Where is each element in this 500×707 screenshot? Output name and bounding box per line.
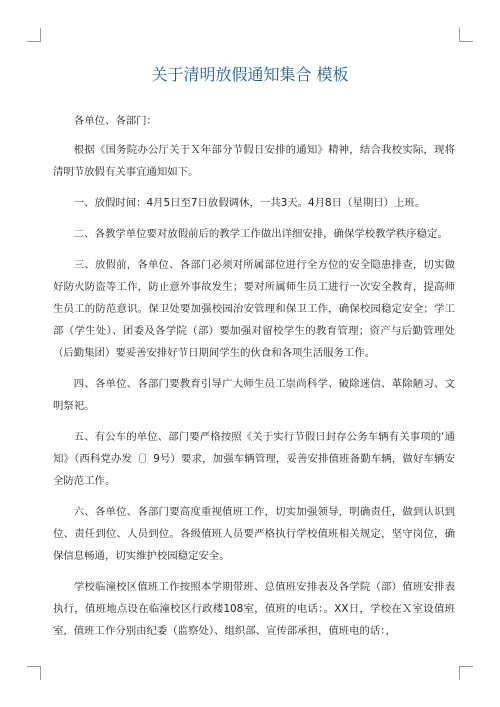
document-body [53, 110, 455, 651]
paragraph-intro: 根据《国务院办公厅关于Ｘ年部分节假日安排的通知》精神，结合我校实际，现将清明节放假有关事宜通知如下。 [53, 144, 455, 178]
paragraph-item-5: 五、有公车的单位、部门要严格按照《关于实行节假日封存公务车辆有关事项的‘通知》（西科党办发〔〕9号）要求，加强车辆管理，妥善安排值班备勤车辆，做好车辆安全防范工作。 [53, 431, 455, 487]
salutation: 各单位、各部门： [73, 115, 157, 127]
page-corner-mark-top-left [27, 28, 41, 42]
page-corner-mark-top-right [459, 28, 473, 42]
page-corner-mark-bottom-left [27, 666, 41, 680]
document-title: 关于清明放假通知集合 模板 [151, 65, 349, 84]
paragraph-item-2: 二、各教学单位要对放假前后的教学工作做出详细安排，确保学校教学秩序稳定。 [73, 228, 448, 240]
page-corner-mark-bottom-right [459, 666, 473, 680]
paragraph-duty-arrangement: 学校临潼校区值班工作按照本学期带班、总值班安排表及各学院（部）值班安排表执行，值班地点设在临潼校区行政楼108室，值班的电话：。XX日，学校在Ｘ室设值班室，值班工作分别由纪委（监察处）、组织部、宣传部承担，值班电的话：， [53, 581, 455, 637]
paragraph-item-1: 一、放假时间：4月5日至7日放假调休，一共3天。4月8日（星期日）上班。 [73, 197, 426, 209]
paragraph-item-4: 四、各单位、各部门要教育引导广大师生员工崇尚科学、破除迷信、革除陋习、文明祭祀。 [53, 378, 455, 412]
paragraph-item-3: 三、放假前，各单位、各部门必须对所属部位进行全方位的安全隐患排查，切实做好防火防盗等工作，防止意外事故发生；要对所属师生员工进行一次安全教育，提高师生员工的防范意识。保卫处要加强校园治安管理和保卫工作，确保校园稳定安全；学工部（学生处）、团委及各学院（部）要加强对留校学生的教育管理；资产与后勤管理处（后勤集团）要妥善安排好节日期间学生的伙食和各项生活服务工作。 [53, 259, 455, 359]
paragraph-item-6: 六、各单位、各部门要高度重视值班工作，切实加强领导，明确责任，做到认识到位、责任到位、人员到位。各级值班人员要严格执行学校值班相关规定，坚守岗位，确保信息畅通，切实维护校园稳定安全。 [53, 506, 455, 562]
